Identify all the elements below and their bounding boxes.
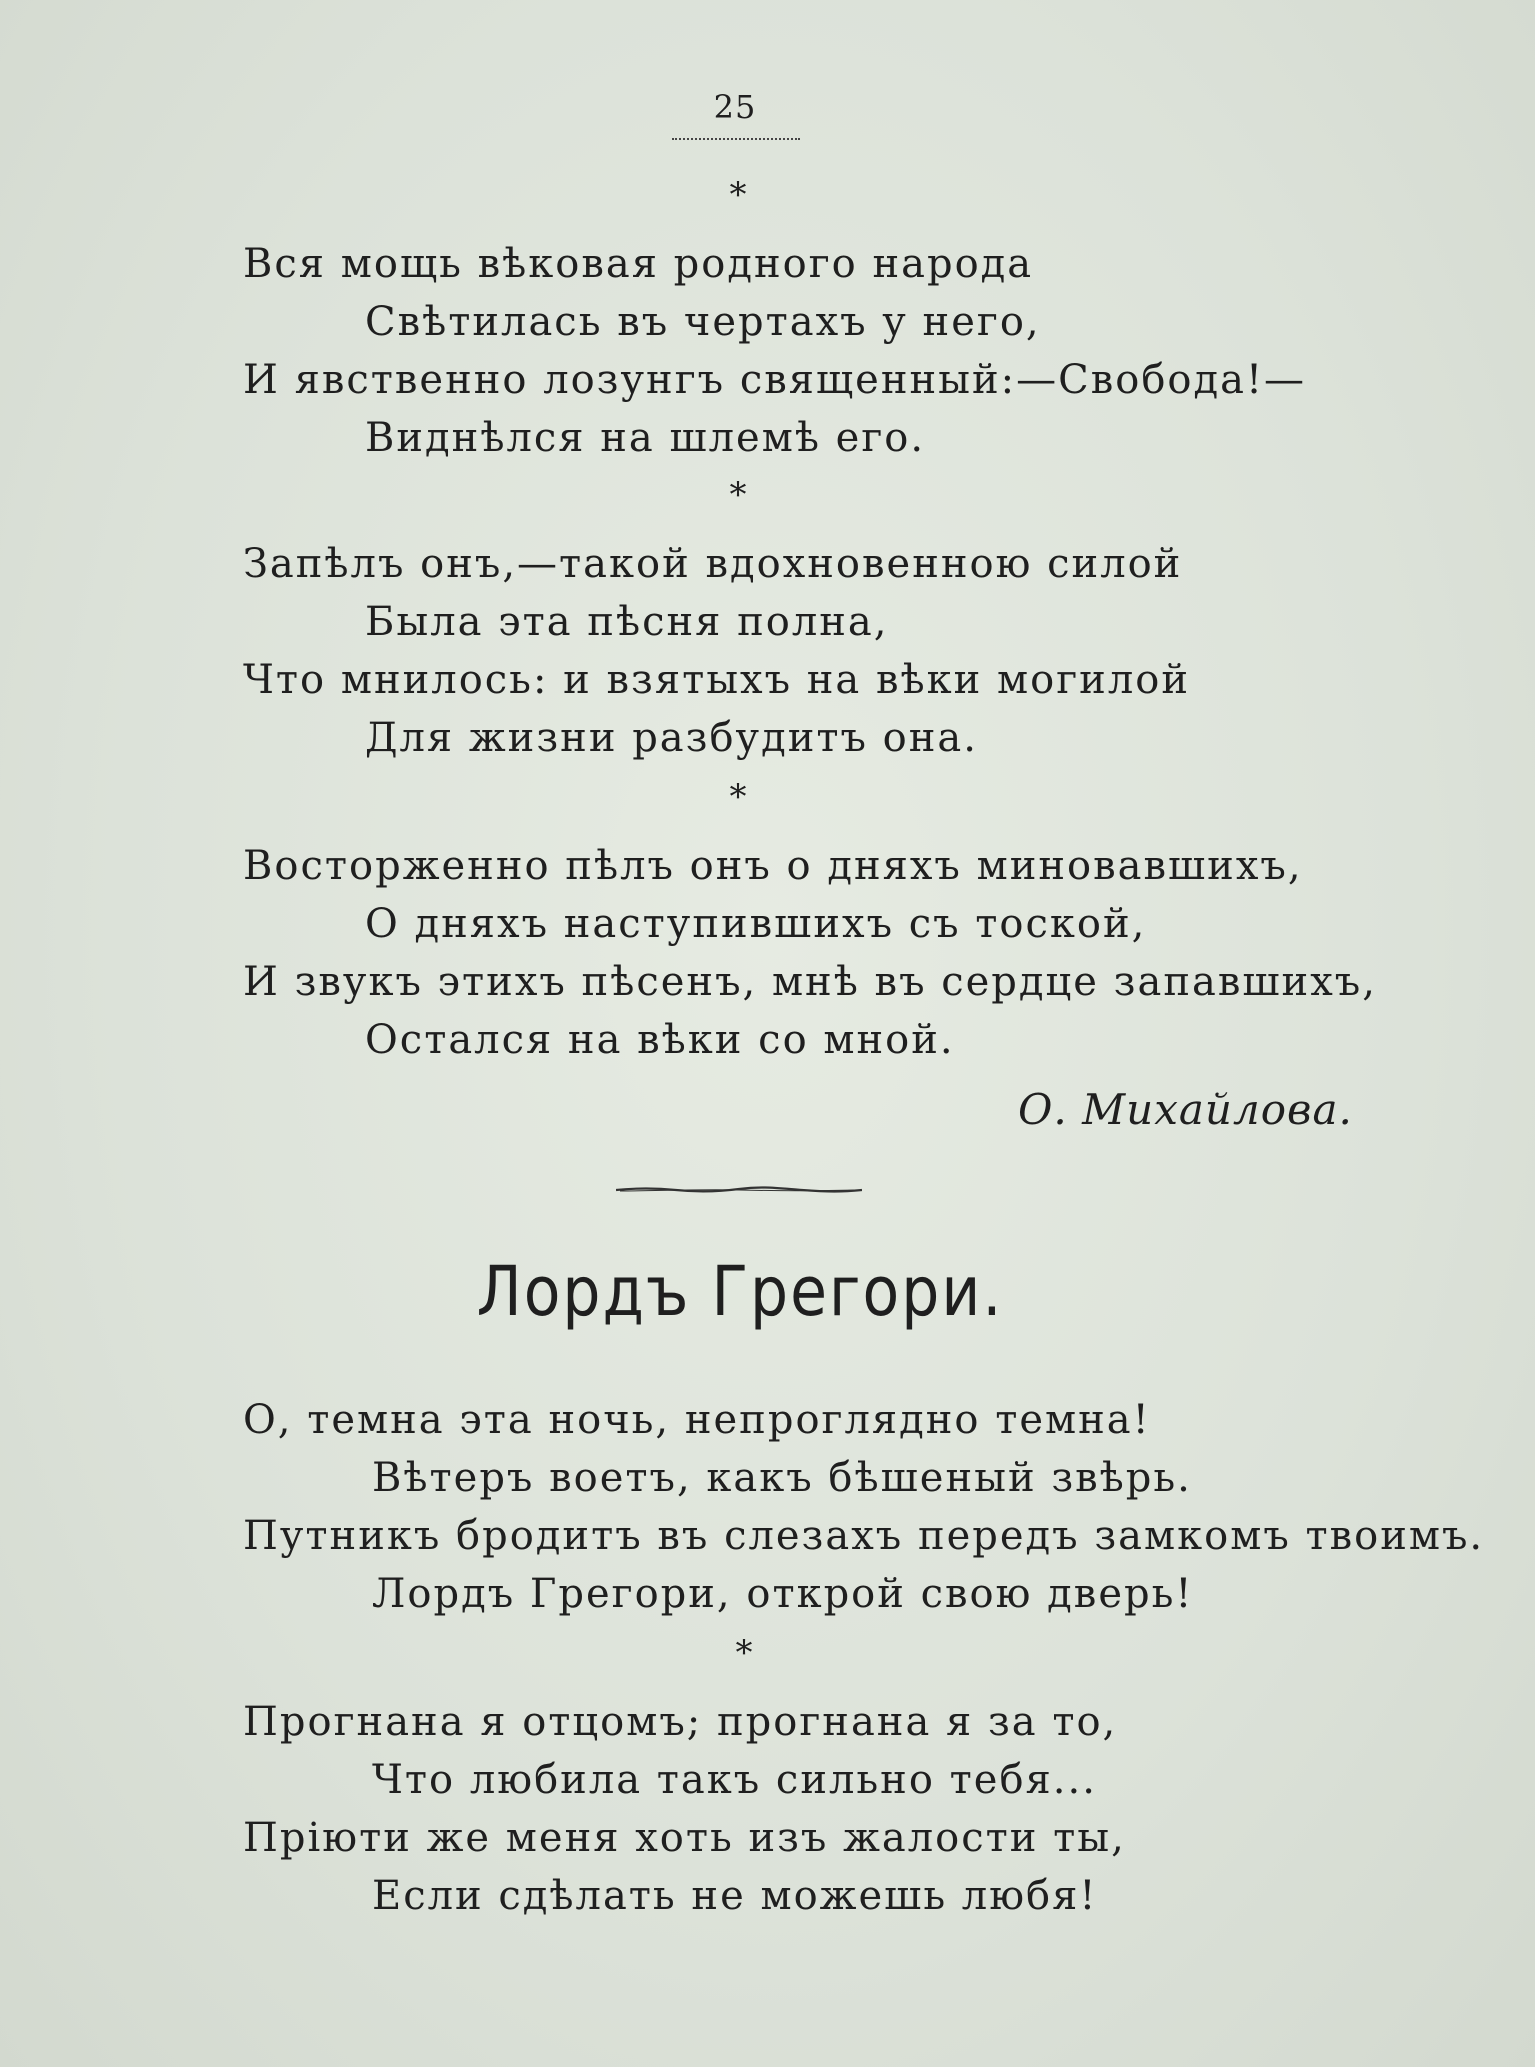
poem-line: Вся мощь вѣковая родного народа: [243, 241, 1034, 287]
poem-line: О дняхъ наступившихъ съ тоской,: [365, 901, 1147, 947]
poem-title: Лордъ Грегори.: [476, 1251, 1004, 1333]
stanza-separator: *: [729, 475, 747, 515]
poem-line: Для жизни разбудитъ она.: [365, 715, 978, 761]
stanza-separator: *: [729, 175, 747, 215]
author-signature: О. Михайлова.: [1018, 1085, 1353, 1134]
poem-line: Запѣлъ онъ,—такой вдохновенною силой: [243, 541, 1183, 587]
poem-line: О, темна эта ночь, непроглядно темна!: [243, 1397, 1151, 1443]
poem-line: И явственно лозунгъ священный:—Свобода!—: [243, 357, 1307, 403]
poem-line: Свѣтилась въ чертахъ у него,: [365, 299, 1041, 345]
poem-line: Восторженно пѣлъ онъ о дняхъ миновавшихъ,: [243, 843, 1303, 889]
poem-line: Остался на вѣки со мной.: [365, 1017, 955, 1063]
stanza-separator: *: [735, 1633, 753, 1673]
section-divider: [616, 1185, 862, 1195]
poem-line: Что любила такъ сильно тебя...: [372, 1757, 1097, 1803]
stanza-separator: *: [729, 777, 747, 817]
poem-line: И звукъ этихъ пѣсенъ, мнѣ въ сердце запавшихъ,: [243, 959, 1377, 1005]
poem-line: Прогнана я отцомъ; прогнана я за то,: [243, 1699, 1118, 1745]
poem-line: Пріюти же меня хоть изъ жалости ты,: [243, 1815, 1126, 1861]
poem-line: Виднѣлся на шлемѣ его.: [365, 415, 926, 461]
poem-line: Что мнилось: и взятыхъ на вѣки могилой: [243, 657, 1190, 703]
poem-line: Была эта пѣсня полна,: [365, 599, 889, 645]
poem-line: Лордъ Грегори, открой свою дверь!: [372, 1571, 1194, 1617]
poem-line: Если сдѣлать не можешь любя!: [372, 1873, 1098, 1919]
poem-line: Вѣтеръ воетъ, какъ бѣшеный звѣрь.: [372, 1455, 1192, 1501]
poem-line: Путникъ бродитъ въ слезахъ передъ замкомъ твоимъ.: [243, 1513, 1485, 1559]
page-number: 25: [713, 88, 757, 126]
page-number-rule: [672, 138, 800, 140]
